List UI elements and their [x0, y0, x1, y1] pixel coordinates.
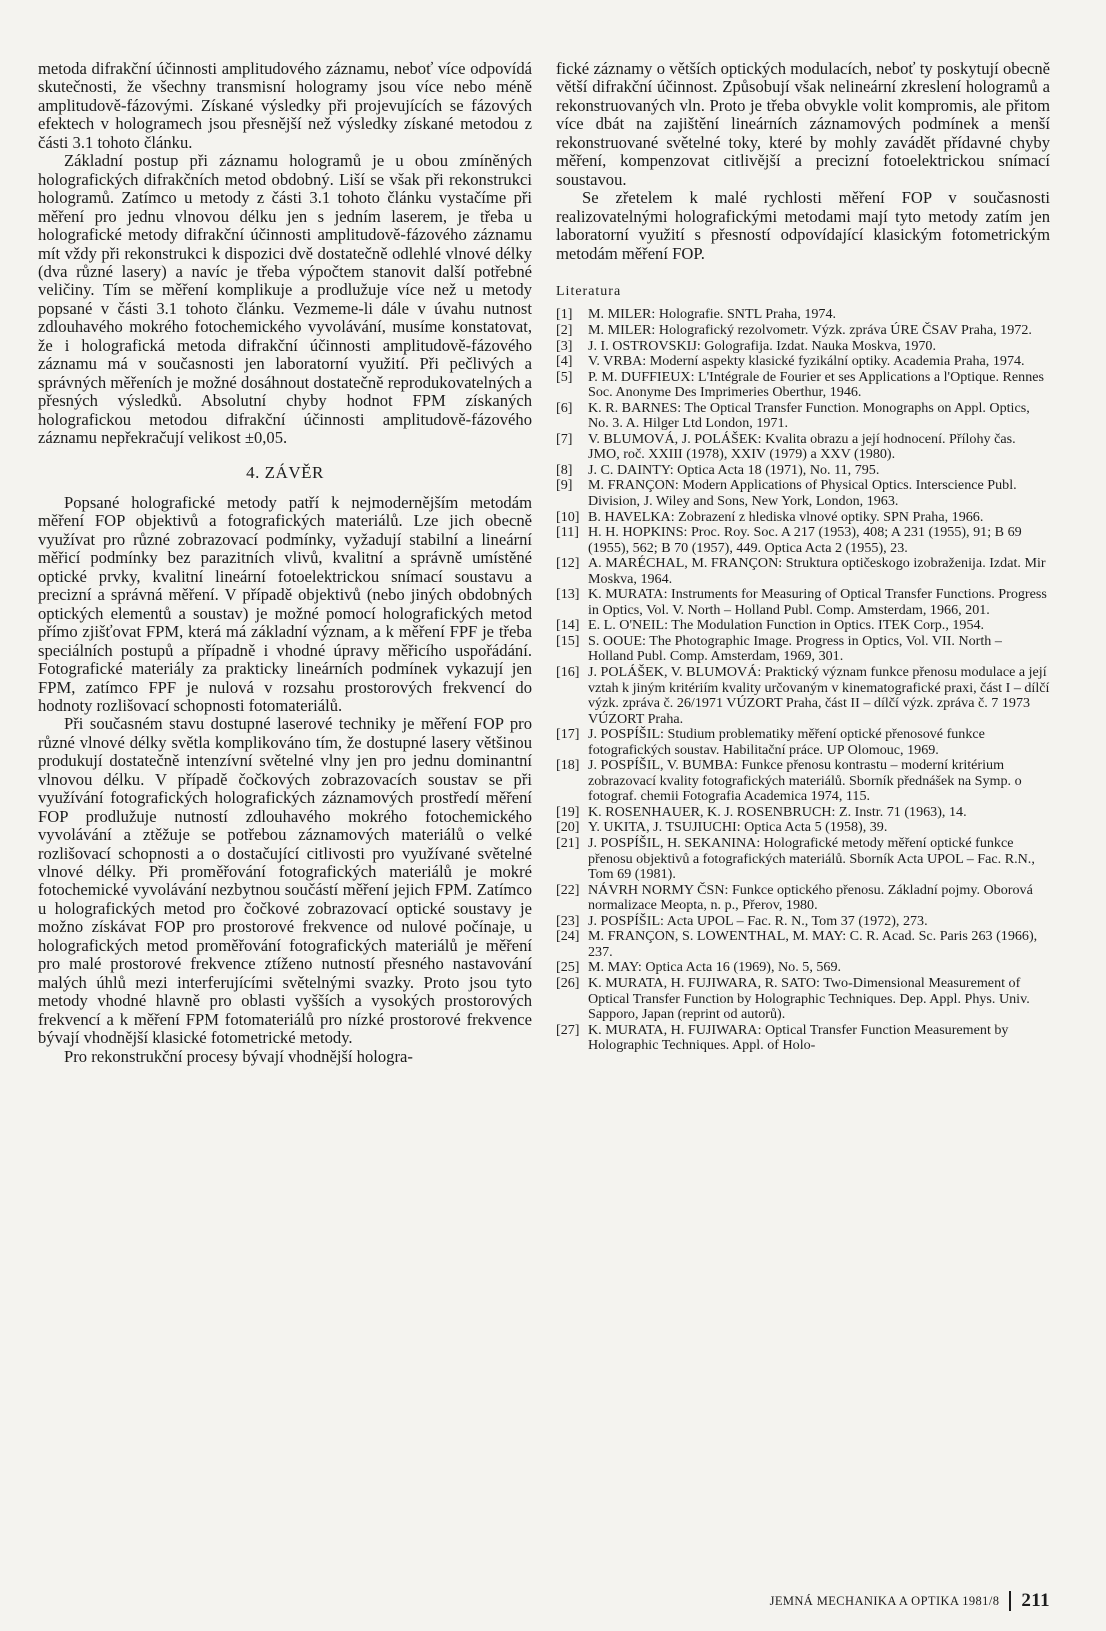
reference-text: M. MILER: Holografie. SNTL Praha, 1974.: [588, 306, 837, 323]
reference-number: [6]: [556, 399, 573, 416]
reference-item: [556, 976, 1050, 1023]
reference-number: [5]: [556, 368, 573, 385]
reference-text: Y. UKITA, J. TSUJIUCHI: Optica Acta 5 (1958), 39.: [588, 819, 888, 836]
footer-divider: [1009, 1591, 1011, 1611]
paragraph: metoda difrakční účinnosti amplitudového záznamu, neboť více odpovídá skutečnosti, že všechny transmisní hologramy jsou více nebo méně amplitudově-fázovými. Získané výsledky při projevujících se fázových efektech v hologramech jsou přesnější než výsledky získané metodou z části 3.1 tohoto článku.: [38, 59, 532, 152]
reference-number: [18]: [556, 757, 580, 774]
reference-text: J. POSPÍŠIL, V. BUMBA: Funkce přenosu kontrastu – moderní kritérium zobrazovací kvality fotografických materiálů. Sborník přednášek na Symp. o fotograf. chemii Fotografia Academica 1974, 115.: [588, 757, 1022, 805]
reference-number: [16]: [556, 664, 580, 681]
reference-text: J. C. DAINTY: Optica Acta 18 (1971), No. 11, 795.: [588, 461, 880, 478]
reference-text: J. POSPÍŠIL: Studium problematiky měření optické přenosové funkce fotografických soustav. Habilitační práce. UP Olomouc, 1969.: [588, 726, 985, 758]
reference-item: [556, 339, 1050, 355]
reference-item: [556, 914, 1050, 930]
reference-number: [9]: [556, 477, 573, 494]
reference-text: E. L. O'NEIL: The Modulation Function in Optics. ITEK Corp., 1954.: [588, 617, 985, 634]
reference-item: [556, 960, 1050, 976]
reference-number: [20]: [556, 819, 580, 836]
reference-text: K. R. BARNES: The Optical Transfer Function. Monographs on Appl. Optics, No. 3. A. Hilger Ltd London, 1971.: [588, 399, 1030, 432]
reference-text: K. MURATA, H. FUJIWARA, R. SATO: Two-Dimensional Measurement of Optical Transfer Function by Holographic Techniques. Dep. Appl. Phys. Univ. Sapporo, Japan (reprint od autorů).: [588, 974, 1030, 1023]
reference-number: [19]: [556, 803, 580, 820]
reference-number: [25]: [556, 959, 580, 976]
right-column: [556, 60, 1050, 1054]
reference-text: M. MAY: Optica Acta 16 (1969), No. 5, 569.: [588, 959, 842, 976]
reference-text: B. HAVELKA: Zobrazení z hlediska vlnové optiky. SPN Praha, 1966.: [588, 508, 984, 525]
reference-text: V. VRBA: Moderní aspekty klasické fyzikální optiky. Academia Praha, 1974.: [588, 353, 1025, 370]
reference-number: [14]: [556, 617, 580, 634]
reference-text: P. M. DUFFIEUX: L'Intégrale de Fourier et ses Applications a l'Optique. Rennes Soc. Anonyme Des Imprimeries Oberthur, 1946.: [588, 368, 1045, 401]
reference-item: [556, 401, 1050, 432]
reference-item: [556, 805, 1050, 821]
reference-text: A. MARÉCHAL, M. FRANÇON: Struktura optičeskogo izobraženija. Izdat. Mir Moskva, 1964.: [588, 555, 1046, 587]
reference-number: [8]: [556, 461, 573, 478]
reference-text: V. BLUMOVÁ, J. POLÁŠEK: Kvalita obrazu a její hodnocení. Přílohy čas. JMO, roč. XXIII (1978), XXIV (1979) a XXV (1980).: [588, 430, 1016, 463]
reference-text: K. ROSENHAUER, K. J. ROSENBRUCH: Z. Instr. 71 (1963), 14.: [588, 803, 967, 820]
page-footer: [770, 1590, 1050, 1612]
reference-item: [556, 556, 1050, 587]
literature-heading: Literatura: [556, 283, 622, 299]
reference-number: [26]: [556, 974, 580, 991]
journal-name: JEMNÁ MECHANIKA A OPTIKA 1981/8: [769, 1593, 1000, 1608]
reference-item: [556, 478, 1050, 509]
reference-number: [23]: [556, 912, 580, 929]
paragraph: Se zřetelem k malé rychlosti měření FOP v současnosti realizovatelnými holografickými metodami mají tyto metody zatím jen laboratorní využití s přesností odpovídající klasickým fotometrickým metodám měření FOP.: [556, 188, 1050, 263]
reference-text: J. POLÁŠEK, V. BLUMOVÁ: Praktický význam funkce přenosu modulace a její vztah k jiným kritériím kvality určovaným v kinematografické praxi, část I – dílčí výzk. zpráva č. 26/1971 VÚZORT Praha, část II – dílčí výzk. zpráva č. 7 1973 VÚZORT Praha.: [588, 664, 1050, 727]
reference-item: [556, 525, 1050, 556]
reference-text: K. MURATA, H. FUJIWARA: Optical Transfer Function Measurement by Holographic Techniques. Appl. of Holo-: [588, 1021, 1009, 1054]
reference-item: [556, 587, 1050, 618]
reference-item: [556, 510, 1050, 526]
reference-number: [10]: [556, 508, 580, 525]
reference-item: [556, 307, 1050, 323]
reference-number: [17]: [556, 726, 580, 743]
reference-number: [1]: [556, 306, 573, 323]
reference-number: [12]: [556, 555, 580, 572]
reference-number: [11]: [556, 524, 579, 541]
reference-number: [3]: [556, 337, 573, 354]
reference-item: [556, 820, 1050, 836]
paragraph: Při současném stavu dostupné laserové techniky je měření FOP pro různé vlnové délky světla komplikováno tím, že dostupné lasery většinou produkují dostatečně intenzívní světelné vlny jen pro jednu dominantní vlnovou délku. V případě čočkových zobrazovacích soustav se při využívání fotografických holografických záznamových prostředí měření FOP prodlužuje nutností zdlouhavého mokrého fotochemického vyvolávání a ztěžuje se potřebou záznamových materiálů o velké rozlišovací schopnosti a o dostačující citlivosti pro využívané světelné vlnové délky. Při proměřování fotografických materiálů je mokré fotochemické vyvolávání nezbytnou součástí měření jejich FPM. Zatímco u holografických metod pro čočkové zobrazovací optické soustavy je možno získávat FOP pro prostorové frekvence od nulové počínaje, u holografických metod proměřování fotografických materiálů je měření pro malé prostorové frekvence ztíženo nutností přesného nastavování malých úhlů mezi interferujícími světelnými svazky. Proto jsou tyto metody vhodné hlavně pro oblasti vyšších a vysokých prostorových frekvencí a k měření FPM fotomateriálů pro nízké prostorové frekvence bývají vhodnější klasické fotometrické metody.: [38, 714, 532, 1048]
reference-text: H. H. HOPKINS: Proc. Roy. Soc. A 217 (1953), 408; A 231 (1955), 91; B 69 (1955), 562; B 70 (1957), 449. Optica Acta 2 (1955), 23.: [588, 524, 1022, 556]
reference-text: J. POSPÍŠIL, H. SEKANINA: Holografické metody měření optické funkce přenosu objektivů a fotografických materiálů. Sborník Acta UPOL – Fac. R.N., Tom 69 (1981).: [588, 835, 1035, 883]
reference-item: [556, 836, 1050, 883]
reference-item: [556, 618, 1050, 634]
reference-text: M. FRANÇON, S. LOWENTHAL, M. MAY: C. R. Acad. Sc. Paris 263 (1966), 237.: [588, 928, 1038, 960]
reference-number: [4]: [556, 353, 573, 370]
section-heading: 4. ZÁVĚR: [246, 462, 324, 482]
paragraph: Pro rekonstrukční procesy bývají vhodnější hologra-: [64, 1046, 413, 1066]
reference-item: [556, 883, 1050, 914]
reference-number: [21]: [556, 835, 580, 852]
paragraph: Základní postup při záznamu hologramů je u obou zmíněných holografických difrakčních metod obdobný. Liší se však při rekonstrukci hologramů. Zatímco u metody z části 3.1 tohoto článku vystačíme při měření pro jednu vlnovou délku jen s jedním laserem, je třeba u holografické metody difrakční účinnosti amplitudově-fázového záznamu mít vždy při rekonstrukci k dispozici dvě dostatečně odlehlé vlnové délky (dva různé lasery) a navíc je třeba výpočtem stanovit další potřebné veličiny. Tím se měření komplikuje a prodlužuje více než u metody popsané v části 3.1 tohoto článku. Vezmeme-li dále v úvahu nutnost zdlouhavého mokrého fotochemického vyvolávání, musíme konstatovat, že i holografická metoda difrakční účinnosti amplitudově-fázového záznamu má v současnosti jen laboratorní využití. Při pečlivých a správných měřeních je možné dosáhnout dostatečně reprodukovatelných a přesných výsledků. Absolutní chyby hodnot FPM získaných holografickou metodou difrakční účinnosti amplitudově-fázového záznamu nepřekračují velikost ±0,05.: [38, 151, 532, 448]
reference-item: [556, 432, 1050, 463]
reference-text: J. I. OSTROVSKIJ: Golografija. Izdat. Nauka Moskva, 1970.: [588, 337, 936, 354]
reference-number: [13]: [556, 586, 580, 603]
page-number: 211: [1021, 1590, 1050, 1611]
reference-item: [556, 929, 1050, 960]
reference-number: [22]: [556, 881, 580, 898]
reference-list: [556, 307, 1050, 1053]
reference-item: [556, 634, 1050, 665]
reference-number: [27]: [556, 1021, 580, 1038]
reference-number: [7]: [556, 430, 573, 447]
reference-number: [15]: [556, 632, 580, 649]
reference-item: [556, 665, 1050, 727]
reference-text: M. MILER: Holografický rezolvometr. Výzk. zpráva ÚRE ČSAV Praha, 1972.: [588, 321, 1032, 338]
reference-item: [556, 370, 1050, 401]
paragraph: fické záznamy o větších optických modulacích, neboť ty poskytují obecně větší difrakční účinnost. Způsobují však nelineární zkreslení hologramů a rekonstruovaných vln. Proto je třeba obvykle volit kompromis, ale přitom více dbát na zajištění lineárních záznamových podmínek a menší rekonstruované světelné toky, které by mohly zavádět přídavné chyby měření, kompenzovat citlivější a precizní fotoelektrickou snímací soustavou.: [556, 59, 1050, 189]
reference-item: [556, 727, 1050, 758]
reference-item: [556, 354, 1050, 370]
paragraph: Popsané holografické metody patří k nejmodernějším metodám měření FOP objektivů a fotografických materiálů. Lze jich obecně využívat pro různé zobrazovací podmínky, vyžadují stabilní a lineární měřicí podmínky bez parazitních vlivů, kvalitní a správně umístěné optické prvky, kvalitní lineární fotoelektrickou snímací soustavu a precizní a správná měření. V případě objektivů (nebo jiných obdobných optických elementů a soustav) je možné pomocí holografických metod přímo zjišťovat FPM, která má základní význam, a k měření FPF je třeba speciálních postupů a případně i vhodné úpravy měřicího uspořádání. Fotografické materiály za prakticky lineárních podmínek vykazují jen FPM, zatímco FPF je nulová v rozsahu prostorových frekvencí do hodnoty rozlišovací schopnosti fotomateriálů.: [38, 492, 532, 715]
reference-text: M. FRANÇON: Modern Applications of Physical Optics. Interscience Publ. Division, J. Wiley and Sons, New York, London, 1963.: [588, 477, 1017, 509]
reference-item: [556, 758, 1050, 805]
reference-number: [2]: [556, 321, 573, 338]
reference-text: S. OOUE: The Photographic Image. Progress in Optics, Vol. VII. North – Holland Publ. Comp. Amsterdam, 1969, 301.: [588, 632, 1002, 665]
reference-item: [556, 1023, 1050, 1054]
reference-text: K. MURATA: Instruments for Measuring of Optical Transfer Functions. Progress in Optics, Vol. V. North – Holland Publ. Comp. Amsterdam, 1966, 201.: [588, 586, 1047, 618]
reference-text: J. POSPÍŠIL: Acta UPOL – Fac. R. N., Tom 37 (1972), 273.: [588, 912, 928, 929]
reference-number: [24]: [556, 928, 580, 945]
left-column: [38, 60, 532, 1066]
reference-text: NÁVRH NORMY ČSN: Funkce optického přenosu. Základní pojmy. Oborová normalizace Meopta, n. p., Přerov, 1980.: [588, 881, 1033, 914]
reference-item: [556, 323, 1050, 339]
reference-item: [556, 463, 1050, 479]
